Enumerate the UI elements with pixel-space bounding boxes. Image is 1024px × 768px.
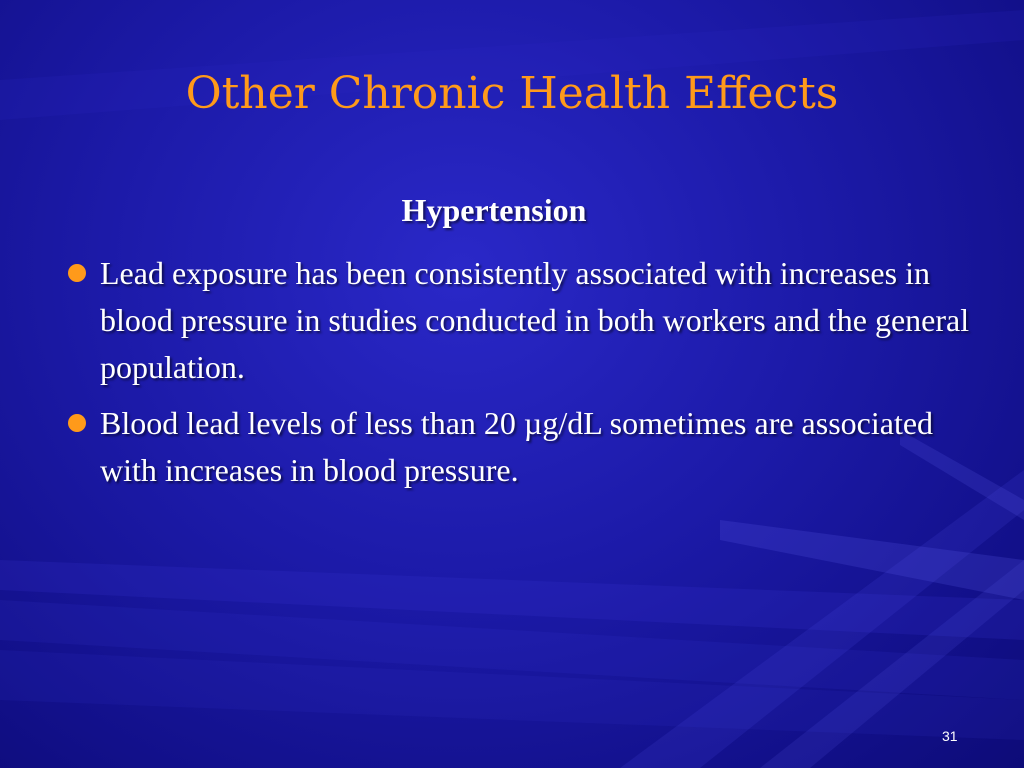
slide-title: Other Chronic Health Effects xyxy=(185,68,839,119)
bullet-list xyxy=(62,250,982,503)
bullet-text: Lead exposure has been consistently associated with increases in blood pressure in studies conducted in both workers and the general population. xyxy=(100,255,970,385)
bullet-dot-icon xyxy=(68,414,86,432)
section-heading: Hypertension xyxy=(401,192,587,228)
page-number: 31 xyxy=(942,728,958,744)
bullet-item xyxy=(62,400,982,494)
bullet-item xyxy=(62,250,982,391)
bullet-text: Blood lead levels of less than 20 µg/dL sometimes are associated with increases in blood pressure. xyxy=(100,405,934,488)
bullet-dot-icon xyxy=(68,264,86,282)
